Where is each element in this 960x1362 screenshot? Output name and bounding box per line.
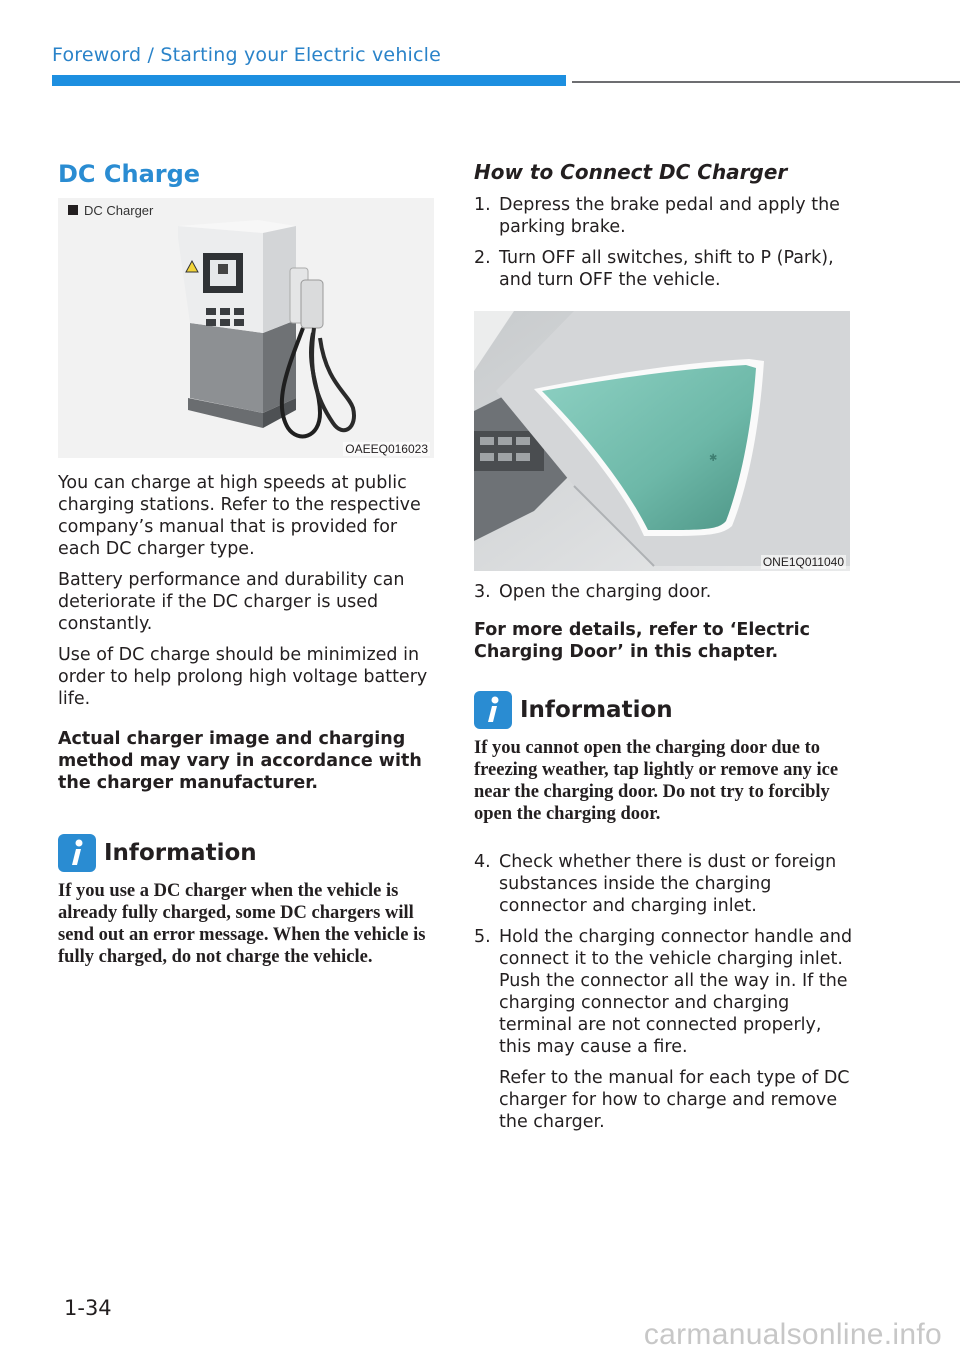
list-item: 1. Depress the brake pedal and apply the parking brake. [474, 195, 840, 237]
list-item: 3. Open the charging door. [474, 582, 712, 602]
information-text: If you use a DC charger when the vehicle is already fully charged, some DC chargers will send out an error message. When the vehicle is fully charged, do not charge the vehicle. [58, 881, 426, 967]
steps-list [474, 194, 854, 291]
subsection-title: How to Connect DC Charger [474, 160, 788, 184]
information-heading [474, 691, 854, 729]
header-breadcrumb: Foreword / Starting your Electric vehicle [52, 44, 442, 66]
body-paragraph: You can charge at high speeds at public charging stations. Refer to the respective company’s manual that is provided for each DC charger type. [58, 473, 421, 559]
right-column [474, 156, 854, 1142]
info-icon [58, 834, 96, 872]
charging-door-illustration [474, 311, 850, 571]
figure-code: OAEEQ016023 [345, 442, 428, 456]
steps-list [474, 581, 854, 603]
body-paragraph: Use of DC charge should be minimized in order to help prolong high voltage battery life. [58, 645, 428, 709]
header-rule [572, 81, 960, 83]
watermark: carmanualsonline.info [643, 1318, 942, 1351]
list-item: 4. Check whether there is dust or foreign substances inside the charging connector and charging inlet. [474, 852, 837, 916]
dc-charger-figure [58, 198, 434, 458]
bold-note: For more details, refer to ‘Electric Charging Door’ in this chapter. [474, 620, 810, 662]
svg-text:✱: ✱ [709, 453, 718, 464]
information-heading [58, 834, 438, 872]
dc-charger-illustration [58, 198, 434, 458]
information-title: Information [520, 697, 673, 723]
page-number: 1-34 [64, 1296, 112, 1320]
figure-code: ONE1Q011040 [762, 555, 844, 569]
charging-door-figure [474, 311, 850, 571]
figure-caption: DC Charger [68, 203, 153, 218]
information-text: If you cannot open the charging door due to freezing weather, tap lightly or remove any ice near the charging door. Do not try to forcibly open the charging door. [474, 738, 839, 824]
list-item: 5. Hold the charging connector handle and connect it to the vehicle charging inlet. Push the connector all the way in. If the charging connector and charging terminal are not connected properly, this may cause a fire. Refer to the manual for each type of DC charger for how to charge and remove the charger. [474, 927, 853, 1132]
sub-paragraph: Refer to the manual for each type of DC charger for how to charge and remove the charger. [499, 1068, 850, 1132]
list-item: 2. Turn OFF all switches, shift to P (Park), and turn OFF the vehicle. [474, 248, 834, 290]
section-title: DC Charge [58, 160, 201, 188]
left-column [58, 156, 438, 968]
information-title: Information [104, 840, 257, 866]
steps-list [474, 851, 854, 1133]
bold-note: Actual charger image and charging method may vary in accordance with the charger manufacturer. [58, 729, 422, 793]
body-paragraph: Battery performance and durability can deteriorate if the DC charger is used constantly. [58, 570, 405, 634]
header-accent-bar [52, 75, 566, 86]
info-icon [474, 691, 512, 729]
